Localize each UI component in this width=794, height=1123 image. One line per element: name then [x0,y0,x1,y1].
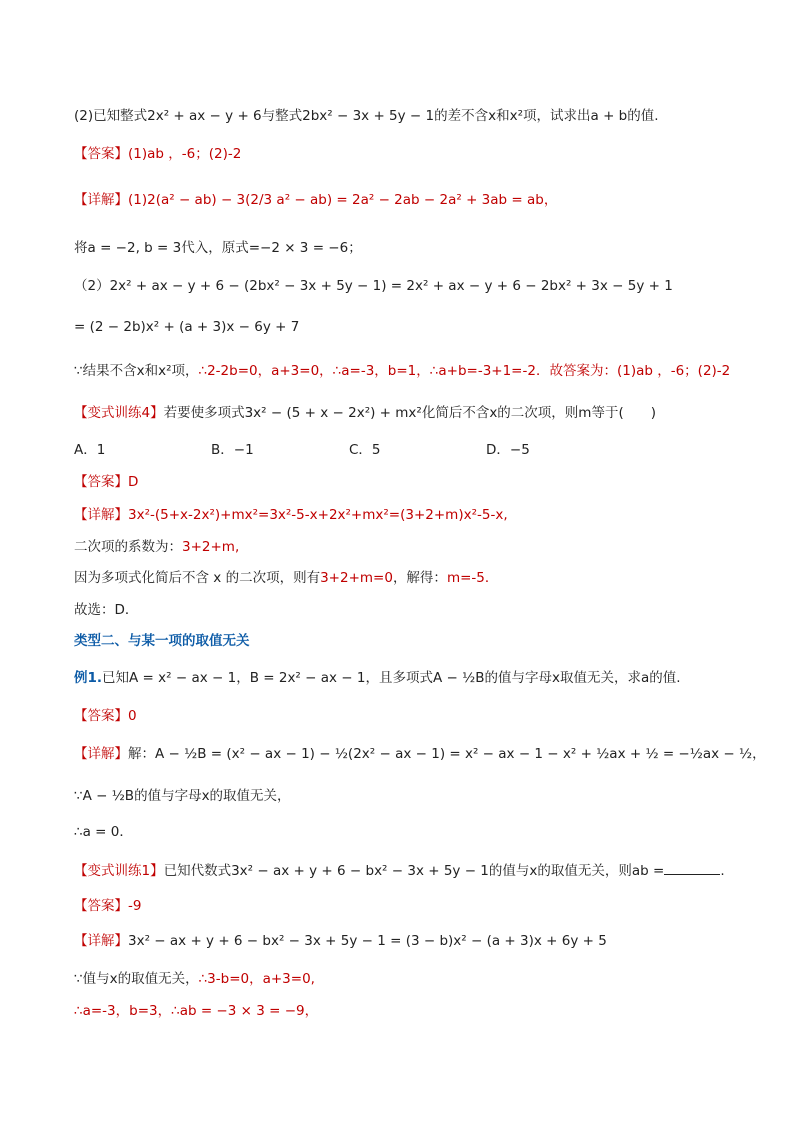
detail-line-3a [74,744,766,764]
detail-line-1c [74,276,734,296]
option-b: B．−1 [211,442,254,458]
option-a: A．1 [74,442,106,458]
detail-text: ∵值与x的取值无关， [74,971,199,987]
detail-value: 3+2+m, [182,539,240,555]
question-text: (2)已知整式2x² + ax − y + 6与整式2bx² − 3x + 5y − 1的差不含x和x²项，试求出a + b的值. [74,108,659,124]
answer-label: 【答案】 [74,474,128,490]
detail-label: 【详解】 [74,507,128,523]
option-c: C．5 [349,442,381,458]
answer-text: (1)ab ，-6；(2)-2 [128,146,242,162]
variant-label: 【变式训练4】 [74,405,164,421]
detail-line-3c [74,822,734,842]
detail-equation: 3+2+m=0 [320,570,393,586]
answer-text: 0 [128,708,137,724]
variant-end: . [720,863,725,879]
detail-result: m=-5． [446,570,499,586]
option-d: D．−5 [486,442,530,458]
detail-label: 【详解】 [74,192,128,208]
detail-text: （2）2x² + ax − y + 6 − (2bx² − 3x + 5y − 1) = 2x² + ax − y + 6 − 2bx² + 3x − 5y + 1 [74,278,673,294]
detail-text: 3x²-(5+x-2x²)+mx²=3x²-5-x+2x²+mx²=(3+2+m)x²-5-x, [128,507,508,523]
detail-text: ∵结果不含x和x²项， [74,363,199,379]
question-part2 [74,106,734,126]
detail-result: ∴a=-3，b=3，∴ab = −3 × 3 = −9， [74,1003,319,1019]
detail-conclusion: ∴2-2b=0，a+3=0，∴a=-3，b=1，∴a+b=-3+1=-2．故答案为：(1)ab ，-6；(2)-2 [198,363,731,379]
section-heading: 类型二、与某一项的取值无关 [74,633,250,649]
example-label: 例1. [74,670,103,686]
section-title [74,631,734,651]
detail-text: 解：A − ½B = (x² − ax − 1) − ½(2x² − ax − 1) = x² − ax − 1 − x² + ½ax + ½ = −½ax − ½， [128,746,766,762]
variant-text: 若要使多项式3x² − (5 + x − 2x²) + mx²化简后不含x的二次项，则m等于( ) [163,405,656,421]
example-text: 已知A = x² − ax − 1，B = 2x² − ax − 1，且多项式A − ½B的值与字母x取值无关，求a的值. [102,670,681,686]
detail-text: (1)2(a² − ab) − 3(2/3 a² − ab) = 2a² − 2ab − 2a² + 3ab = ab， [128,192,558,208]
detail-line-1d [74,317,734,337]
answer-line-2 [74,472,734,492]
answer-line-3 [74,706,734,726]
detail-equation: ∴3-b=0，a+3=0, [198,971,315,987]
answer-line-1 [74,144,734,164]
detail-line-4b [74,969,734,989]
detail-line-2a [74,505,734,525]
answer-blank[interactable] [664,860,720,875]
detail-label: 【详解】 [74,746,128,762]
detail-line-2c [74,568,734,588]
detail-text: 3x² − ax + y + 6 − bx² − 3x + 5y − 1 = (3 − b)x² − (a + 3)x + 6y + 5 [128,933,607,949]
detail-text: 因为多项式化简后不含 x 的二次项，则有 [74,570,321,586]
variant-text: 已知代数式3x² − ax + y + 6 − bx² − 3x + 5y − 1的值与x的取值无关，则ab = [163,863,665,879]
answer-text: D [128,474,139,490]
example-1-question [74,668,734,688]
answer-text: -9 [128,898,142,914]
variant-4-question [74,403,734,423]
answer-label: 【答案】 [74,898,128,914]
detail-line-2b [74,537,734,557]
detail-text: ，解得： [392,570,447,586]
detail-text: ∴a = 0． [74,824,133,840]
detail-text: = (2 − 2b)x² + (a + 3)x − 6y + 7 [74,319,300,335]
variant-1-question [74,860,734,881]
detail-text: 二次项的系数为： [74,539,182,555]
detail-line-1a [74,190,734,210]
detail-label: 【详解】 [74,933,128,949]
detail-line-4c [74,1001,734,1021]
detail-line-2d [74,600,734,620]
answer-line-4 [74,896,734,916]
answer-label: 【答案】 [74,708,128,724]
detail-text: ∵A − ½B的值与字母x的取值无关， [74,788,291,804]
detail-line-4a [74,931,734,951]
detail-text: 将a = −2, b = 3代入，原式=−2 × 3 = −6； [74,240,362,256]
answer-label: 【答案】 [74,146,128,162]
detail-line-1e [74,361,734,381]
detail-text: 故选：D． [74,602,139,618]
detail-line-3b [74,786,734,806]
variant-label: 【变式训练1】 [74,863,164,879]
detail-line-1b [74,238,734,258]
